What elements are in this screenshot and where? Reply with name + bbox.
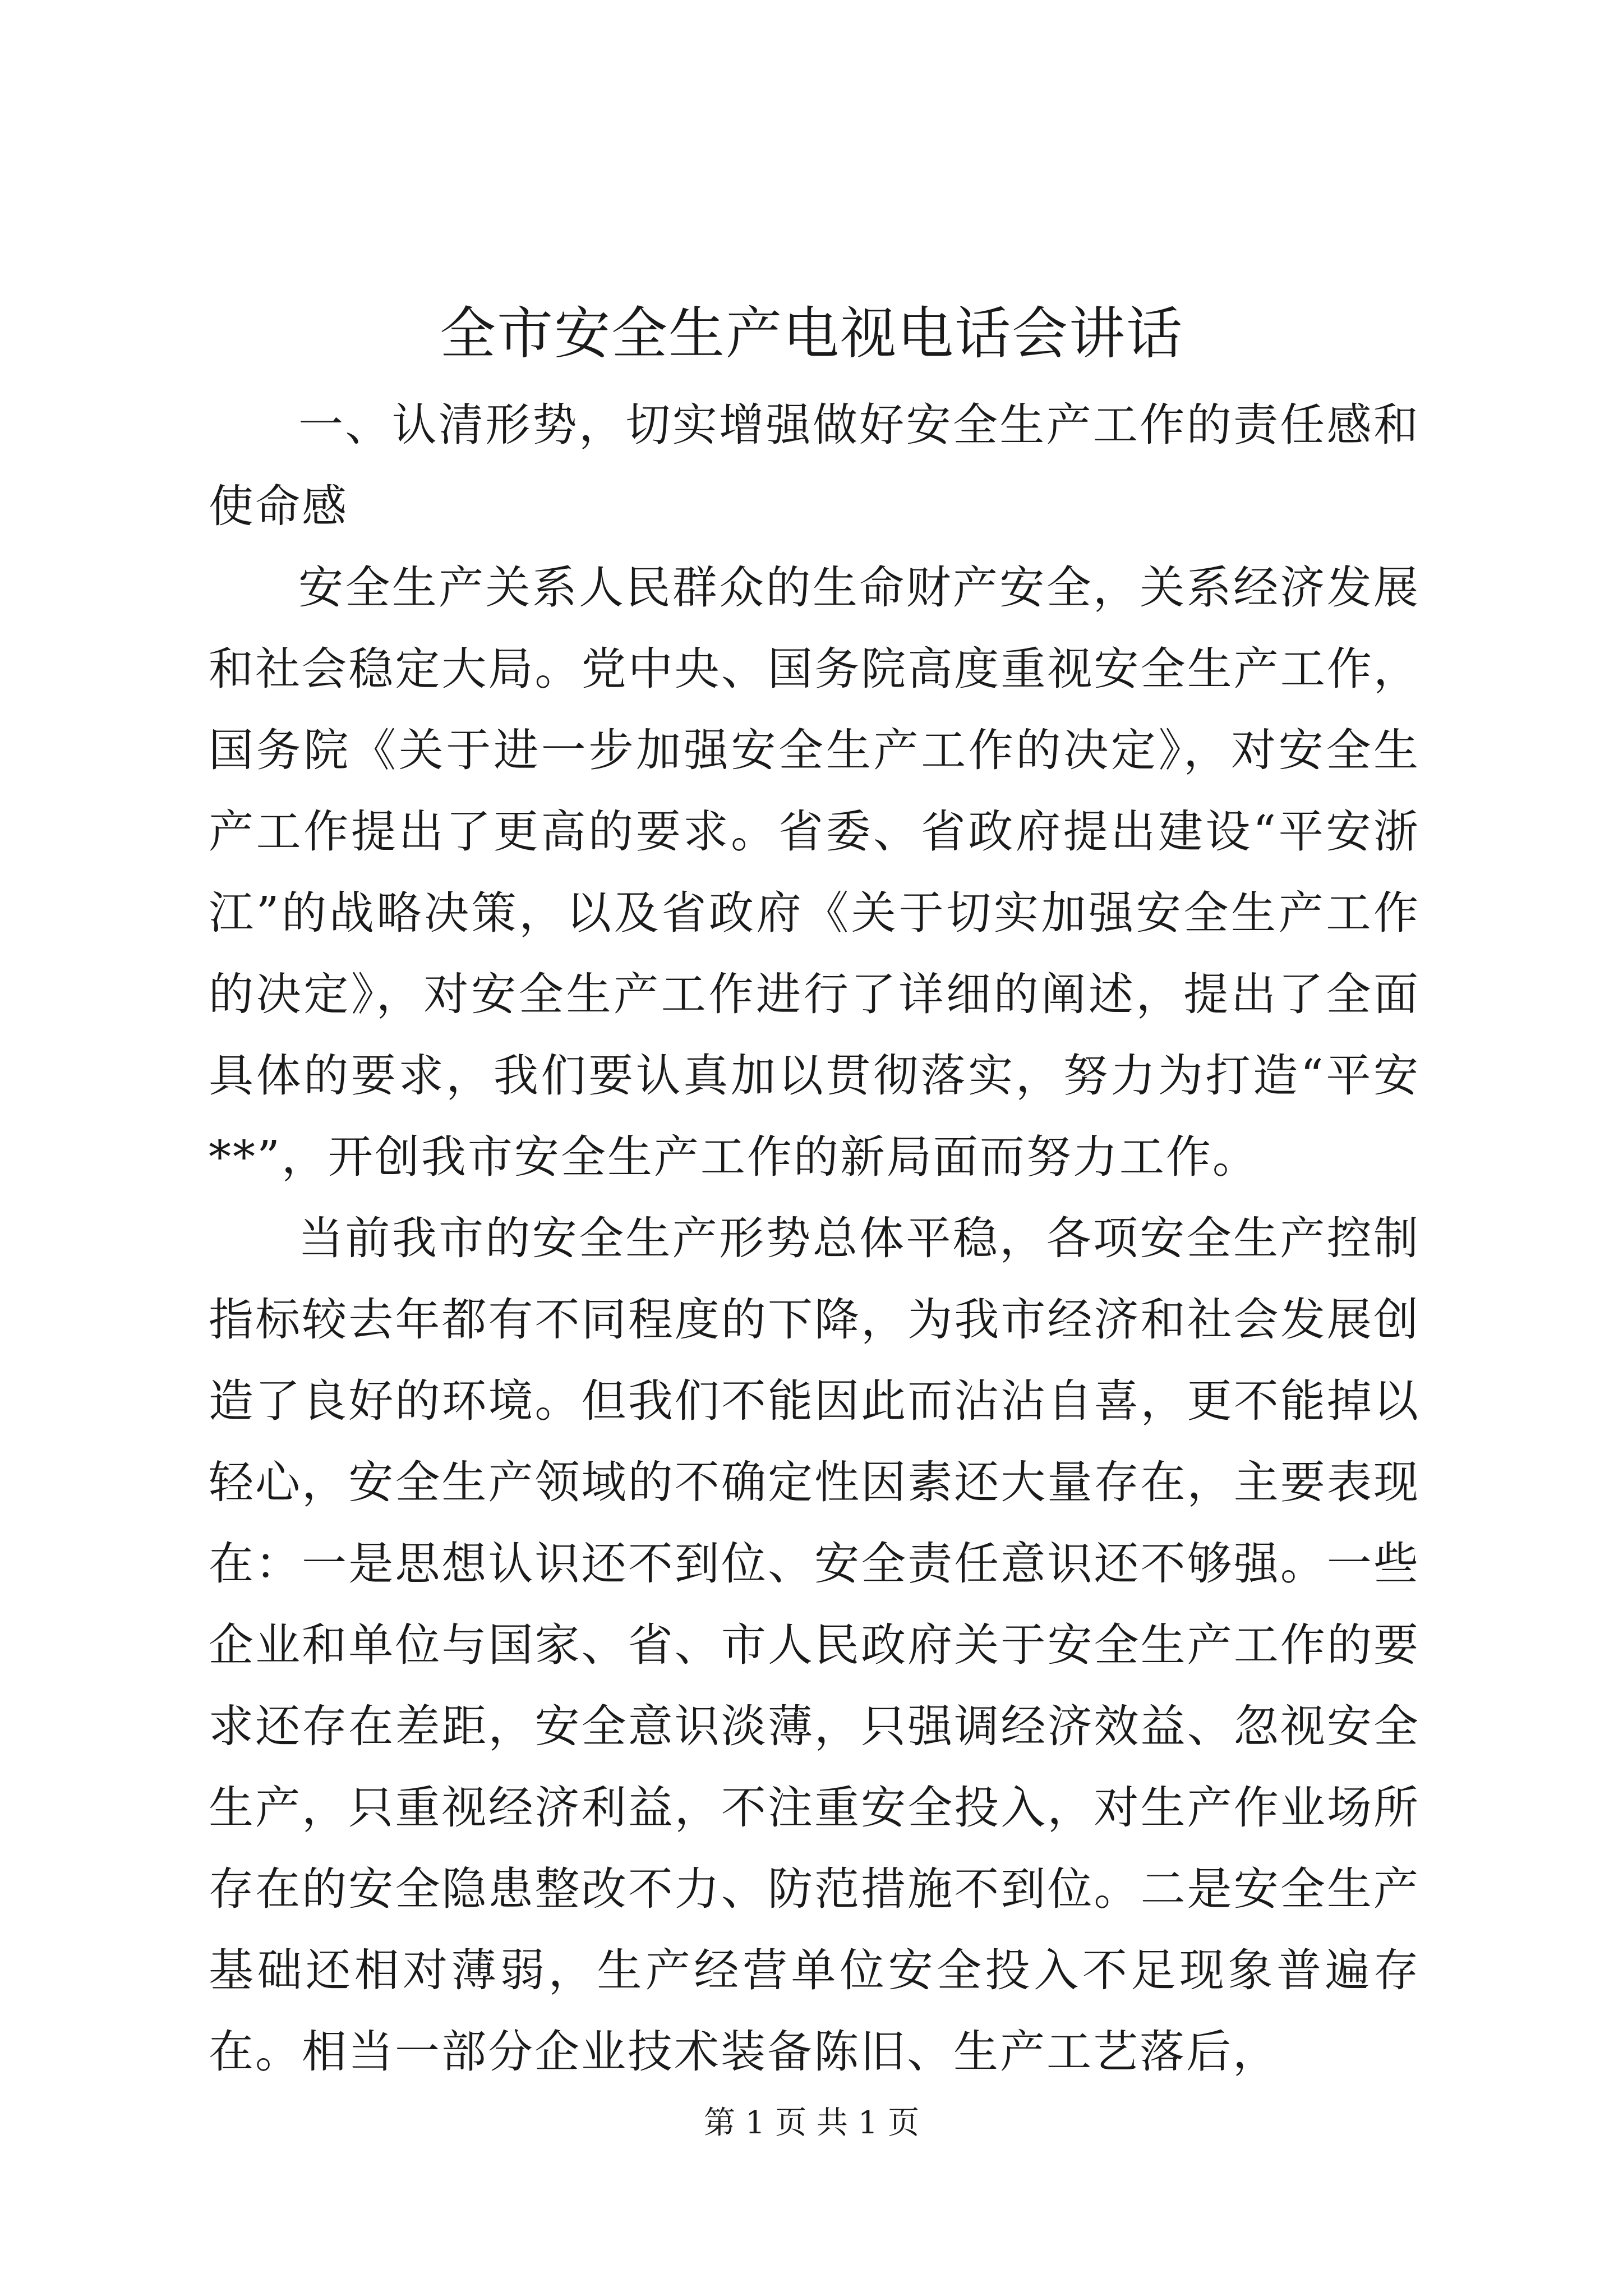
paragraph: 安全生产关系人民群众的生命财产安全，关系经济发展和社会稳定大局。党中央、国务院高度重视安全生产工作，国务院《关于进一步加强安全生产工作的决定》，对安全生产工作提出了更高的要求。省委、省政府提出建设“平安浙江”的战略决策，以及省政府《关于切实加强安全生产工作的决定》，对安全生产工作进行了详细的阐述，提出了全面具体的要求，我们要认真加以贯彻落实，努力为打造“平安**”，开创我市安全生产工作的新局面而努力工作。	[209, 562, 1420, 1183]
page-footer: 第 1 页 共 1 页	[703, 2105, 920, 2141]
section-heading: 一、认清形势，切实增强做好安全生产工作的责任感和使命感	[209, 399, 1420, 532]
document-body	[209, 384, 1420, 2092]
document-title: 全市安全生产电视电话会讲话	[440, 301, 1183, 366]
paragraph: 当前我市的安全生产形势总体平稳，各项安全生产控制指标较去年都有不同程度的下降，为我市经济和社会发展创造了良好的环境。但我们不能因此而沾沾自喜，更不能掉以轻心，安全生产领域的不确定性因素还大量存在，主要表现在：一是思想认识还不到位、安全责任意识还不够强。一些企业和单位与国家、省、市人民政府关于安全生产工作的要求还存在差距，安全意识淡薄，只强调经济效益、忽视安全生产，只重视经济利益，不注重安全投入，对生产作业场所存在的安全隐患整改不力、防范措施不到位。二是安全生产基础还相对薄弱，生产经营单位安全投入不足现象普遍存在。相当一部分企业技术装备陈旧、生产工艺落后，	[209, 1212, 1420, 2078]
